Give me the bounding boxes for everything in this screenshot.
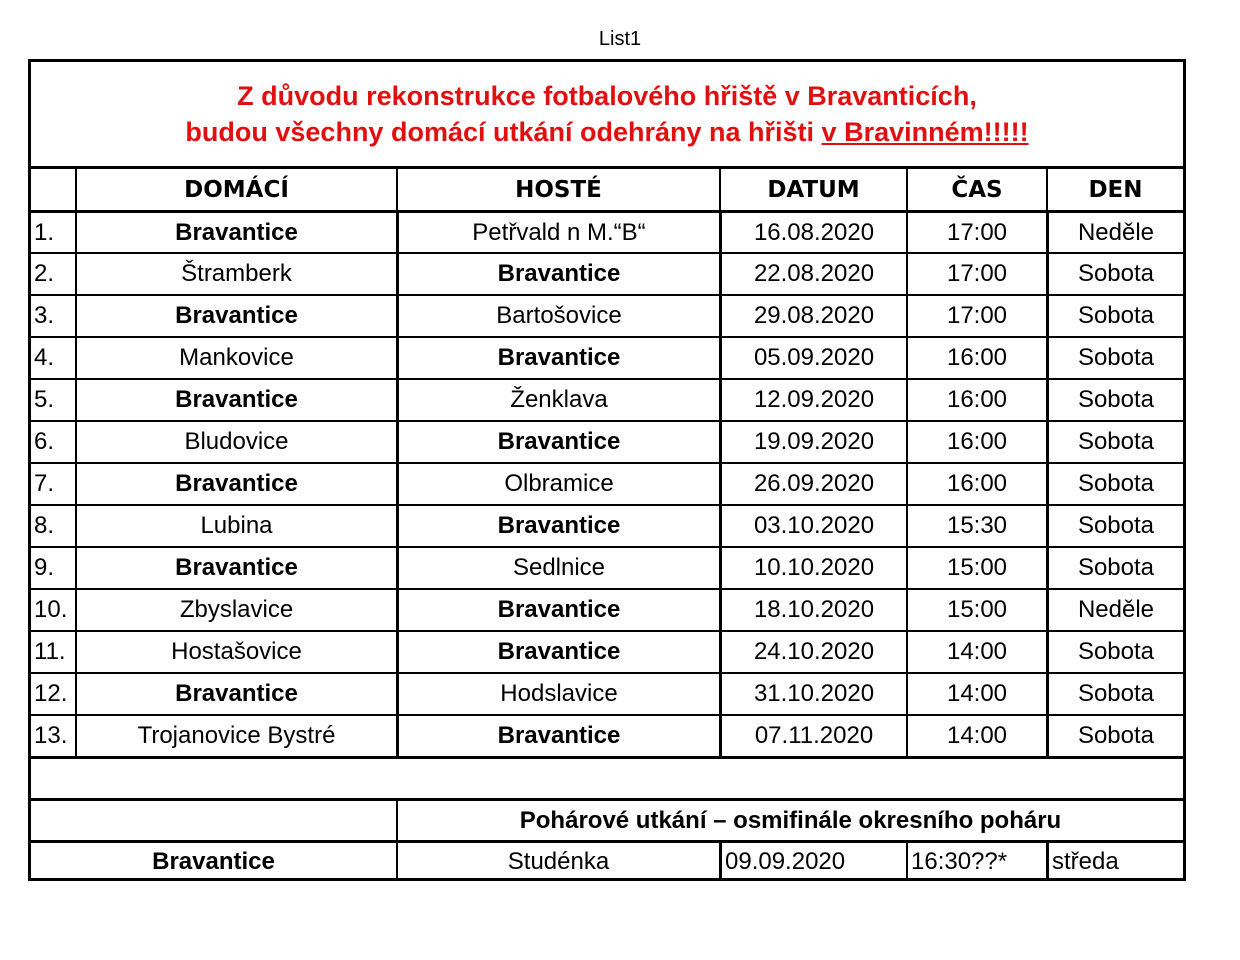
match-away-team: Bartošovice: [396, 296, 719, 336]
match-number: 2.: [34, 260, 55, 287]
match-row: [31, 714, 1183, 756]
match-row: [31, 630, 1183, 672]
match-day: Sobota: [1046, 296, 1183, 336]
match-away-team: Petřvald n M.“B“: [396, 213, 719, 252]
match-day: Sobota: [1046, 338, 1183, 378]
cup-date: 09.09.2020: [719, 843, 906, 881]
notice-line-1: Z důvodu rekonstrukce fotbalového hřiště v Bravanticích,: [237, 81, 977, 111]
match-number: 11.: [34, 638, 66, 665]
match-date: 22.08.2020: [719, 254, 906, 294]
header-num: [31, 169, 75, 210]
match-away-team: Bravantice: [396, 716, 719, 756]
match-day: Sobota: [1046, 716, 1183, 756]
match-time: 17:00: [906, 254, 1046, 294]
match-away-team: Bravantice: [396, 632, 719, 672]
match-away-team: Bravantice: [396, 338, 719, 378]
match-away-team: Bravantice: [396, 422, 719, 462]
cup-heading-row: [31, 798, 1183, 840]
cup-match-row: [31, 840, 1183, 881]
header-date: DATUM: [719, 169, 906, 210]
match-day: Neděle: [1046, 213, 1183, 252]
match-number: 1.: [34, 218, 55, 246]
match-time: 15:00: [906, 548, 1046, 588]
match-day: Sobota: [1046, 548, 1183, 588]
match-row: [31, 294, 1183, 336]
match-away-team: Sedlnice: [396, 548, 719, 588]
match-day: Sobota: [1046, 422, 1183, 462]
match-time: 16:00: [906, 422, 1046, 462]
schedule-table: [28, 59, 1186, 881]
match-day: Sobota: [1046, 674, 1183, 714]
match-row: [31, 336, 1183, 378]
match-date: 19.09.2020: [719, 422, 906, 462]
match-date: 24.10.2020: [719, 632, 906, 672]
match-day: Sobota: [1046, 380, 1183, 420]
match-away-team: Bravantice: [396, 254, 719, 294]
match-time: 15:00: [906, 590, 1046, 630]
match-time: 14:00: [906, 674, 1046, 714]
match-home-team: Bravantice: [75, 296, 396, 336]
match-home-team: Zbyslavice: [75, 590, 396, 630]
match-away-team: Bravantice: [396, 590, 719, 630]
match-home-team: Mankovice: [75, 338, 396, 378]
match-number: 3.: [34, 302, 55, 329]
header-row: [31, 166, 1183, 210]
match-date: 26.09.2020: [719, 464, 906, 504]
header-home: DOMÁCÍ: [75, 169, 396, 210]
match-number: 9.: [34, 554, 55, 581]
match-row: [31, 672, 1183, 714]
cup-away: Studénka: [396, 843, 719, 881]
match-day: Sobota: [1046, 506, 1183, 546]
header-time: ČAS: [906, 169, 1046, 210]
match-day: Neděle: [1046, 590, 1183, 630]
match-date: 29.08.2020: [719, 296, 906, 336]
match-time: 17:00: [906, 213, 1046, 252]
match-away-team: Ženklava: [396, 380, 719, 420]
match-home-team: Bravantice: [75, 380, 396, 420]
match-date: 05.09.2020: [719, 338, 906, 378]
header-day: DEN: [1046, 169, 1183, 210]
match-number: 5.: [34, 386, 55, 413]
match-row: [31, 504, 1183, 546]
cup-home: Bravantice: [152, 848, 275, 875]
notice-text: [31, 62, 1183, 166]
notice-line-2: budou všechny domácí utkání odehrány na hřišti v Bravinném!!!!!: [185, 117, 1029, 147]
match-date: 03.10.2020: [719, 506, 906, 546]
match-date: 10.10.2020: [719, 548, 906, 588]
match-home-team: Trojanovice Bystré: [75, 716, 396, 756]
match-away-team: Bravantice: [396, 506, 719, 546]
cup-heading-blank: [31, 801, 396, 840]
spacer-row: [31, 756, 1183, 798]
match-home-team: Štramberk: [75, 254, 396, 294]
match-time: 15:30: [906, 506, 1046, 546]
match-day: Sobota: [1046, 464, 1183, 504]
match-date: 12.09.2020: [719, 380, 906, 420]
match-date: 16.08.2020: [719, 213, 906, 252]
notice-venue: v Bravinném!!!!!: [821, 117, 1029, 147]
match-time: 17:00: [906, 296, 1046, 336]
match-time: 16:00: [906, 380, 1046, 420]
match-row: [31, 210, 1183, 252]
match-time: 14:00: [906, 716, 1046, 756]
match-home-team: Bravantice: [75, 464, 396, 504]
match-away-team: Olbramice: [396, 464, 719, 504]
match-number: 10.: [34, 596, 68, 623]
match-row: [31, 252, 1183, 294]
match-number: 13.: [34, 722, 68, 749]
match-away-team: Hodslavice: [396, 674, 719, 714]
match-number: 6.: [34, 428, 55, 455]
match-row: [31, 378, 1183, 420]
match-date: 31.10.2020: [719, 674, 906, 714]
match-home-team: Bravantice: [75, 674, 396, 714]
cup-heading: Pohárové utkání – osmifinále okresního poháru: [396, 801, 1183, 840]
match-number: 12.: [34, 680, 68, 707]
match-time: 14:00: [906, 632, 1046, 672]
match-day: Sobota: [1046, 632, 1183, 672]
match-row: [31, 588, 1183, 630]
match-home-team: Bravantice: [75, 548, 396, 588]
header-away: HOSTÉ: [396, 169, 719, 210]
match-time: 16:00: [906, 338, 1046, 378]
notice-row: [31, 62, 1183, 166]
match-home-team: Bludovice: [75, 422, 396, 462]
match-number: 8.: [34, 512, 55, 539]
cup-day: středa: [1046, 843, 1183, 881]
match-row: [31, 420, 1183, 462]
match-date: 18.10.2020: [719, 590, 906, 630]
match-day: Sobota: [1046, 254, 1183, 294]
match-row: [31, 546, 1183, 588]
match-time: 16:00: [906, 464, 1046, 504]
match-home-team: Bravantice: [75, 213, 396, 252]
sheet-name: List1: [598, 28, 642, 50]
match-number: 7.: [34, 470, 55, 497]
cup-time: 16:30??*: [906, 843, 1046, 881]
match-home-team: Lubina: [75, 506, 396, 546]
match-number: 4.: [34, 344, 55, 371]
match-row: [31, 462, 1183, 504]
match-home-team: Hostašovice: [75, 632, 396, 672]
match-date: 07.11.2020: [719, 716, 906, 756]
